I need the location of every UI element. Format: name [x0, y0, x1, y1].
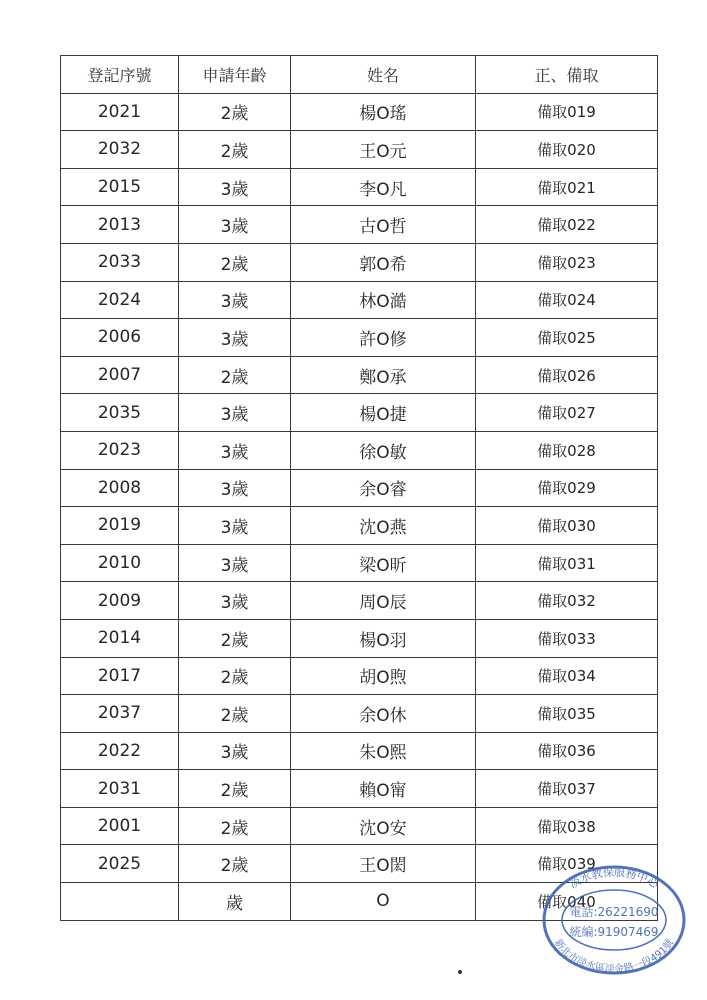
- table-row: [61, 469, 658, 507]
- cell-name: 朱O熙: [291, 732, 476, 770]
- cell-admission-status: 備取029: [476, 469, 658, 507]
- cell-admission-status: 備取025: [476, 319, 658, 357]
- cell-registration-number: 2021: [61, 93, 179, 131]
- cell-name: 周O辰: [291, 582, 476, 620]
- table-row: [61, 131, 658, 169]
- cell-name: 林O澔: [291, 281, 476, 319]
- table-row: [61, 582, 658, 620]
- table-row: [61, 883, 658, 921]
- cell-application-age: 2歲: [179, 619, 291, 657]
- cell-admission-status: 備取034: [476, 657, 658, 695]
- cell-registration-number: 2006: [61, 319, 179, 357]
- cell-name: O: [291, 883, 476, 921]
- table-header-row: [61, 56, 658, 94]
- cell-application-age: 3歲: [179, 732, 291, 770]
- cell-name: 余O休: [291, 695, 476, 733]
- cell-application-age: 3歲: [179, 319, 291, 357]
- cell-registration-number: 2025: [61, 845, 179, 883]
- cell-application-age: 3歲: [179, 281, 291, 319]
- cell-registration-number: 2008: [61, 469, 179, 507]
- cell-admission-status: 備取035: [476, 695, 658, 733]
- header-application-age: 申請年齡: [179, 56, 291, 94]
- cell-registration-number: 2019: [61, 507, 179, 545]
- cell-name: 胡O煦: [291, 657, 476, 695]
- table-row: [61, 619, 658, 657]
- cell-name: 徐O敏: [291, 431, 476, 469]
- header-admission-status: 正、備取: [476, 56, 658, 94]
- cell-application-age: 2歲: [179, 695, 291, 733]
- cell-admission-status: 備取020: [476, 131, 658, 169]
- cell-admission-status: 備取037: [476, 770, 658, 808]
- cell-admission-status: 備取031: [476, 544, 658, 582]
- cell-registration-number: 2022: [61, 732, 179, 770]
- table-row: [61, 394, 658, 432]
- cell-admission-status: 備取038: [476, 807, 658, 845]
- cell-name: 古O哲: [291, 206, 476, 244]
- cell-registration-number: 2024: [61, 281, 179, 319]
- scan-speck: [458, 970, 462, 974]
- table-row: [61, 356, 658, 394]
- cell-name: 沈O燕: [291, 507, 476, 545]
- cell-registration-number: 2032: [61, 131, 179, 169]
- cell-admission-status: 備取022: [476, 206, 658, 244]
- cell-application-age: 3歲: [179, 469, 291, 507]
- cell-registration-number: 2017: [61, 657, 179, 695]
- cell-admission-status: 備取023: [476, 243, 658, 281]
- cell-registration-number: 2009: [61, 582, 179, 620]
- cell-admission-status: 備取021: [476, 168, 658, 206]
- table-row: [61, 695, 658, 733]
- header-name: 姓名: [291, 56, 476, 94]
- seal-bottom-text: 新北市淡水區淡金路一段491號: [551, 937, 677, 976]
- cell-application-age: 2歲: [179, 356, 291, 394]
- cell-name: 楊O羽: [291, 619, 476, 657]
- cell-name: 王O閎: [291, 845, 476, 883]
- cell-registration-number: 2014: [61, 619, 179, 657]
- cell-application-age: 3歲: [179, 431, 291, 469]
- cell-admission-status: 備取028: [476, 431, 658, 469]
- table-row: [61, 431, 658, 469]
- table-row: [61, 243, 658, 281]
- cell-registration-number: 2010: [61, 544, 179, 582]
- cell-name: 楊O瑤: [291, 93, 476, 131]
- cell-application-age: 2歲: [179, 93, 291, 131]
- seal-phone: 電話:26221690: [569, 905, 659, 919]
- cell-application-age: 2歲: [179, 770, 291, 808]
- table-row: [61, 732, 658, 770]
- table-row: [61, 845, 658, 883]
- svg-text:新北市淡水區淡金路一段491號: [552, 936, 676, 975]
- cell-name: 許O修: [291, 319, 476, 357]
- cell-application-age: 歲: [179, 883, 291, 921]
- cell-name: 沈O安: [291, 807, 476, 845]
- cell-application-age: 3歲: [179, 394, 291, 432]
- cell-admission-status: 備取039: [476, 845, 658, 883]
- cell-admission-status: 備取040: [476, 883, 658, 921]
- cell-name: 王O元: [291, 131, 476, 169]
- cell-registration-number: 2015: [61, 168, 179, 206]
- cell-admission-status: 備取032: [476, 582, 658, 620]
- cell-application-age: 3歲: [179, 206, 291, 244]
- cell-registration-number: 2031: [61, 770, 179, 808]
- cell-name: 梁O昕: [291, 544, 476, 582]
- cell-application-age: 2歲: [179, 807, 291, 845]
- cell-name: 鄭O承: [291, 356, 476, 394]
- cell-application-age: 2歲: [179, 243, 291, 281]
- cell-registration-number: 2001: [61, 807, 179, 845]
- cell-registration-number: 2023: [61, 431, 179, 469]
- cell-admission-status: 備取027: [476, 394, 658, 432]
- table-row: [61, 770, 658, 808]
- table-row: [61, 807, 658, 845]
- cell-application-age: 3歲: [179, 582, 291, 620]
- cell-name: 楊O捷: [291, 394, 476, 432]
- seal-tax-id: 統編:91907469: [569, 925, 659, 939]
- cell-registration-number: [61, 883, 179, 921]
- waitlist-table: [60, 55, 658, 921]
- cell-admission-status: 備取024: [476, 281, 658, 319]
- header-registration-number: 登記序號: [61, 56, 179, 94]
- cell-registration-number: 2035: [61, 394, 179, 432]
- cell-admission-status: 備取030: [476, 507, 658, 545]
- seal-top-text: 淡水教保服務中心: [567, 865, 661, 892]
- cell-application-age: 3歲: [179, 507, 291, 545]
- cell-application-age: 3歲: [179, 168, 291, 206]
- cell-admission-status: 備取019: [476, 93, 658, 131]
- table-row: [61, 206, 658, 244]
- cell-admission-status: 備取033: [476, 619, 658, 657]
- cell-application-age: 2歲: [179, 657, 291, 695]
- table-row: [61, 93, 658, 131]
- table-row: [61, 507, 658, 545]
- cell-name: 郭O希: [291, 243, 476, 281]
- cell-admission-status: 備取036: [476, 732, 658, 770]
- cell-registration-number: 2037: [61, 695, 179, 733]
- cell-registration-number: 2033: [61, 243, 179, 281]
- table-row: [61, 281, 658, 319]
- cell-application-age: 2歲: [179, 131, 291, 169]
- cell-registration-number: 2013: [61, 206, 179, 244]
- cell-name: 余O睿: [291, 469, 476, 507]
- cell-application-age: 2歲: [179, 845, 291, 883]
- table-row: [61, 657, 658, 695]
- cell-name: 李O凡: [291, 168, 476, 206]
- table-row: [61, 319, 658, 357]
- table-row: [61, 544, 658, 582]
- cell-name: 賴O甯: [291, 770, 476, 808]
- table-body: [61, 93, 658, 920]
- cell-admission-status: 備取026: [476, 356, 658, 394]
- cell-application-age: 3歲: [179, 544, 291, 582]
- cell-registration-number: 2007: [61, 356, 179, 394]
- table-row: [61, 168, 658, 206]
